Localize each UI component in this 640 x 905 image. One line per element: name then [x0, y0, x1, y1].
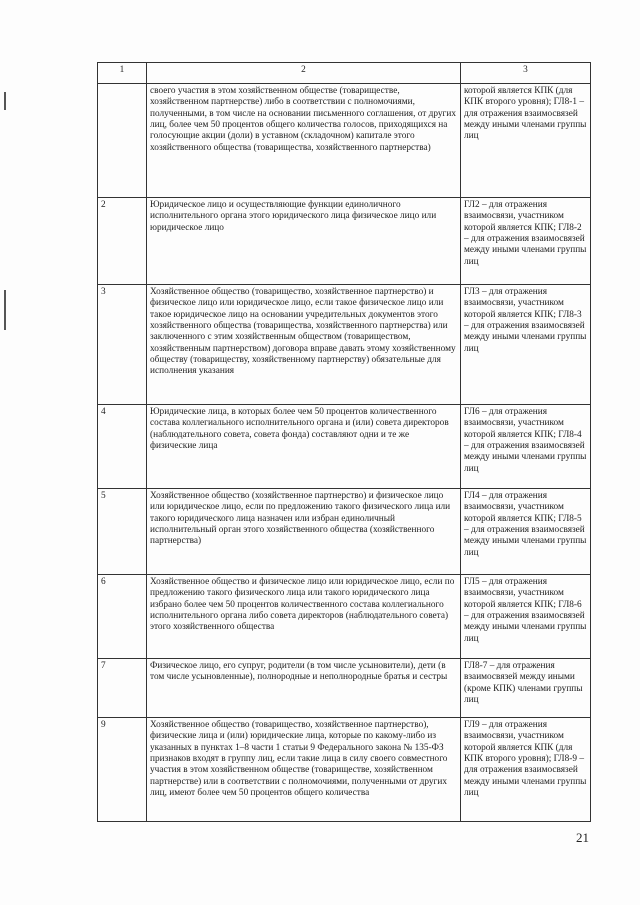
row-code: ГЛ6 – для отражения взаимосвязи, участником которой является КПК; ГЛ8-4 – для отражения взаимосвязей между иными членами группы лиц [461, 405, 591, 489]
row-description: Юридические лица, в которых более чем 50 процентов количественного состава коллегиального исполнительного органа и (или) совета директоров (наблюдательного совета, совета фонда) составляют одни и те же физические лица [147, 405, 461, 489]
row-number: 4 [98, 405, 147, 489]
row-description: Хозяйственное общество и физическое лицо или юридическое лицо, если по предложению такого физического лица или такого юридического лица избрано более чем 50 процентов количественного состава коллегиального исполнительного органа либо совета директоров (наблюдательного совета) этого хозяйственного общества [147, 575, 461, 659]
margin-mark-middle [4, 290, 6, 330]
row-number: 7 [98, 659, 147, 718]
page-number: 21 [576, 830, 589, 845]
table-row [98, 489, 591, 575]
row-description: Физическое лицо, его супруг, родители (в том числе усыновители), дети (в том числе усыновленные), полнородные и неполнородные братья и сестры [147, 659, 461, 718]
row-description: Хозяйственное общество (хозяйственное партнерство) и физическое лицо или юридическое лицо, если по предложению такого физического лица или такого юридического лица назначен или избран единоличный исполнительный орган этого хозяйственного общества (хозяйственного партнерства) [147, 489, 461, 575]
margin-mark-top [4, 92, 6, 110]
row-description: Юридическое лицо и осуществляющие функции единоличного исполнительного органа этого юридического лица физическое лицо или юридическое лицо [147, 198, 461, 285]
table-header-row [98, 63, 591, 84]
row-code: ГЛ4 – для отражения взаимосвязи, участником которой является КПК; ГЛ8-5 – для отражения взаимосвязей между иными членами группы лиц [461, 489, 591, 575]
table-row [98, 575, 591, 659]
row-code: которой является КПК (для КПК второго уровня); ГЛ8-1 – для отражения взаимосвязей между иными членами группы лиц [461, 84, 591, 198]
row-description: своего участия в этом хозяйственном обществе (товариществе, хозяйственном партнерстве) либо в соответствии с полномочиями, полученными, в том числе на основании письменного соглашения, от других лиц, более чем 50 процентов общего количества голосов, приходящихся на голосующие акции (доли) в уставном (складочном) капитале этого хозяйственного общества (товарищества, хозяйственного партнерства) [147, 84, 461, 198]
row-number: 9 [98, 718, 147, 822]
row-code: ГЛ3 – для отражения взаимосвязи, участником которой является КПК; ГЛ8-3 – для отражения взаимосвязей между иными членами группы лиц [461, 285, 591, 405]
row-number: 5 [98, 489, 147, 575]
table-row [98, 84, 591, 198]
row-number: 3 [98, 285, 147, 405]
row-code: ГЛ9 – для отражения взаимосвязи, участником которой является КПК (для КПК второго уровня); ГЛ8-9 – для отражения взаимосвязей между иными членами группы лиц [461, 718, 591, 822]
row-number: 6 [98, 575, 147, 659]
header-col-3: 3 [461, 63, 591, 84]
row-description: Хозяйственное общество (товарищество, хозяйственное партнерство), физические лица и (или) юридические лица, которые по какому-либо из указанных в пунктах 1–8 части 1 статьи 9 Федерального закона № 135-ФЗ признаков входят в группу лиц, если такие лица в силу своего совместного участия в этом хозяйственном обществе (товариществе, хозяйственном партнерстве) или в соответствии с полномочиями, полученными от других лиц, имеют более чем 50 процентов общего количества [147, 718, 461, 822]
row-number [98, 84, 147, 198]
table-row [98, 718, 591, 822]
table-row [98, 659, 591, 718]
row-number: 2 [98, 198, 147, 285]
table-row [98, 285, 591, 405]
row-code: ГЛ2 – для отражения взаимосвязи, участником которой является КПК; ГЛ8-2 – для отражения взаимосвязей между иными членами группы лиц [461, 198, 591, 285]
row-code: ГЛ5 – для отражения взаимосвязи, участником которой является КПК; ГЛ8-6 – для отражения взаимосвязей между иными членами группы лиц [461, 575, 591, 659]
header-col-1: 1 [98, 63, 147, 84]
row-description: Хозяйственное общество (товарищество, хозяйственное партнерство) и физическое лицо или юридическое лицо, если такое физическое лицо или такое юридическое лицо на основании учредительных документов этого хозяйственного общества (товарищества, хозяйственного партнерства) или заключенного с этим хозяйственным обществом (товариществом, хозяйственным партнерством) договора вправе давать этому хозяйственному обществу (товариществу, хозяйственному партнерству) обязательные для исполнения указания [147, 285, 461, 405]
relations-table [97, 62, 591, 822]
table-row [98, 405, 591, 489]
table-row [98, 198, 591, 285]
row-code: ГЛ8-7 – для отражения взаимосвязей между иными (кроме КПК) членами группы лиц [461, 659, 591, 718]
header-col-2: 2 [147, 63, 461, 84]
